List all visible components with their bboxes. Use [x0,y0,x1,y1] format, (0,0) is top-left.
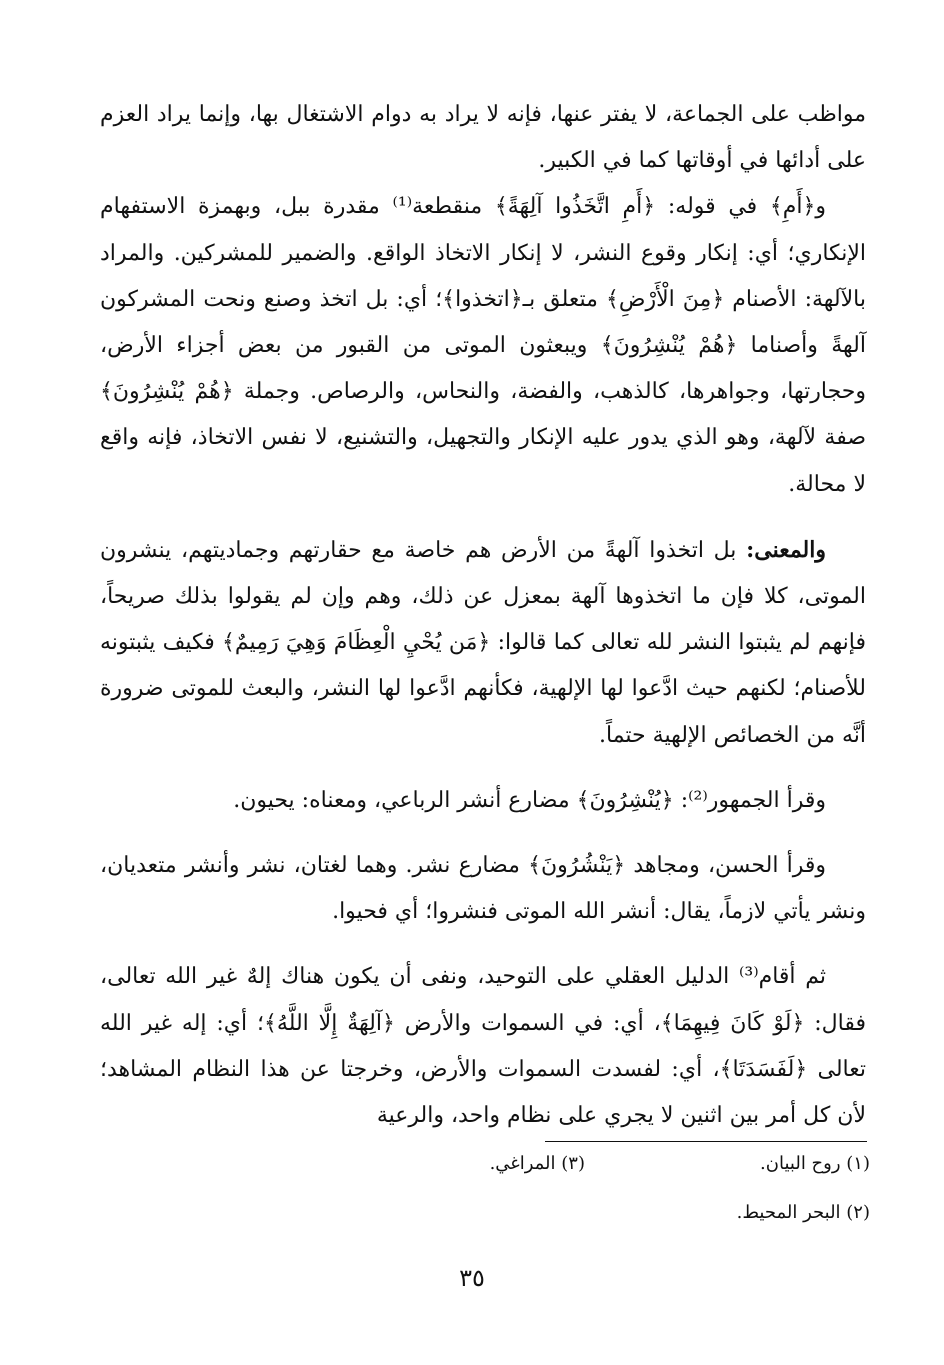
paragraph: وقرأ الجمهور⁽²⁾: ﴿يُنْشِرُونَ﴾ مضارع أنشر الرباعي، ومعناه: يحيون. [233,787,826,813]
paragraph [100,527,866,759]
footnote: (٣) المراغي. [489,1153,585,1174]
footnote-separator [545,1141,867,1142]
paragraph-text: بل اتخذوا آلهةً من الأرض هم خاصة مع حقارتهم وجماديتهم، ينشرون الموتى، كلا فإن ما اتخذوها آلهة بمعزل عن ذلك، وهم وإن لم يقولوا بذلك صريحاً، فإنهم لم يثبتوا النشر لله تعالى كما قالوا: ﴿مَن يُحْيِ الْعِظَامَ وَهِيَ رَمِيمٌ﴾ فكيف يثبتونه للأصنام؛ لكنهم حيث ادَّعوا لها الإلهية، فكأنهم ادَّعوا لها النشر، والبعث للموتى ضرورة أنَّه من الخصائص الإلهية حتماً. [100,537,866,748]
footnotes [300,1150,870,1248]
main-text [100,92,866,1139]
footnote: (٢) البحر المحيط. [736,1202,870,1223]
footnote-row [300,1150,870,1178]
paragraph: ثم أقام⁽³⁾ الدليل العقلي على التوحيد، ونفى أن يكون هناك إلهٌ غير الله تعالى، فقال: ﴿لَوْ كَانَ فِيهِمَا﴾، أي: في السموات والأرض ﴿آلِهَةٌ إِلَّا اللَّهُ﴾؛ أي: إله غير الله تعالى ﴿لَفَسَدَتَا﴾، أي: لفسدت السموات والأرض، وخرجتا عن هذا النظام المشاهد؛ لأن كل أمر بين اثنين لا يجري على نظام واحد، والرعية [100,964,866,1129]
paragraph: مواظب على الجماعة، لا يفتر عنها، فإنه لا يراد به دوام الاشتغال بها، وإنما يراد العزم على أدائها في أوقاتها كما في الكبير. [100,102,866,174]
paragraph: وقرأ الحسن، ومجاهد ﴿يَنْشُرُونَ﴾ مضارع نشر. وهما لغتان، نشر وأنشر متعديان، ونشر يأتي لازماً، يقال: أنشر الله الموتى فنشروا؛ أي فحيوا. [100,853,866,925]
paragraph: و﴿أَمِ﴾ في قوله: ﴿أَمِ اتَّخَذُوا آلِهَةً﴾ منقطعة⁽¹⁾ مقدرة ببل، وبهمزة الاستفهام الإنكاري؛ أي: إنكار وقوع النشر، لا إنكار الاتخاذ الواقع. والضمير للمشركين. والمراد بالآلهة: الأصنام ﴿مِنَ الْأَرْضِ﴾ متعلق بـ﴿اتخذوا﴾؛ أي: بل اتخذ وصنع ونحت المشركون آلهةً وأصناما ﴿هُمْ يُنْشِرُونَ﴾ ويبعثون الموتى من القبور من بعض أجزاء الأرض، وحجارتها، وجواهرها، كالذهب، والفضة، والنحاس، والرصاص. وجملة ﴿هُمْ يُنْشِرُونَ﴾ صفة لآلهة، وهو الذي يدور عليه الإنكار والتجهيل، والتشنيع، لا نفس الاتخاذ، فإنه واقع لا محالة. [100,194,866,497]
paragraph-lead-word: والمعنى: [746,536,826,563]
footnote-row [300,1199,870,1227]
page-number: ٣٥ [459,1264,485,1292]
footnote: (١) روح البيان. [760,1153,870,1174]
